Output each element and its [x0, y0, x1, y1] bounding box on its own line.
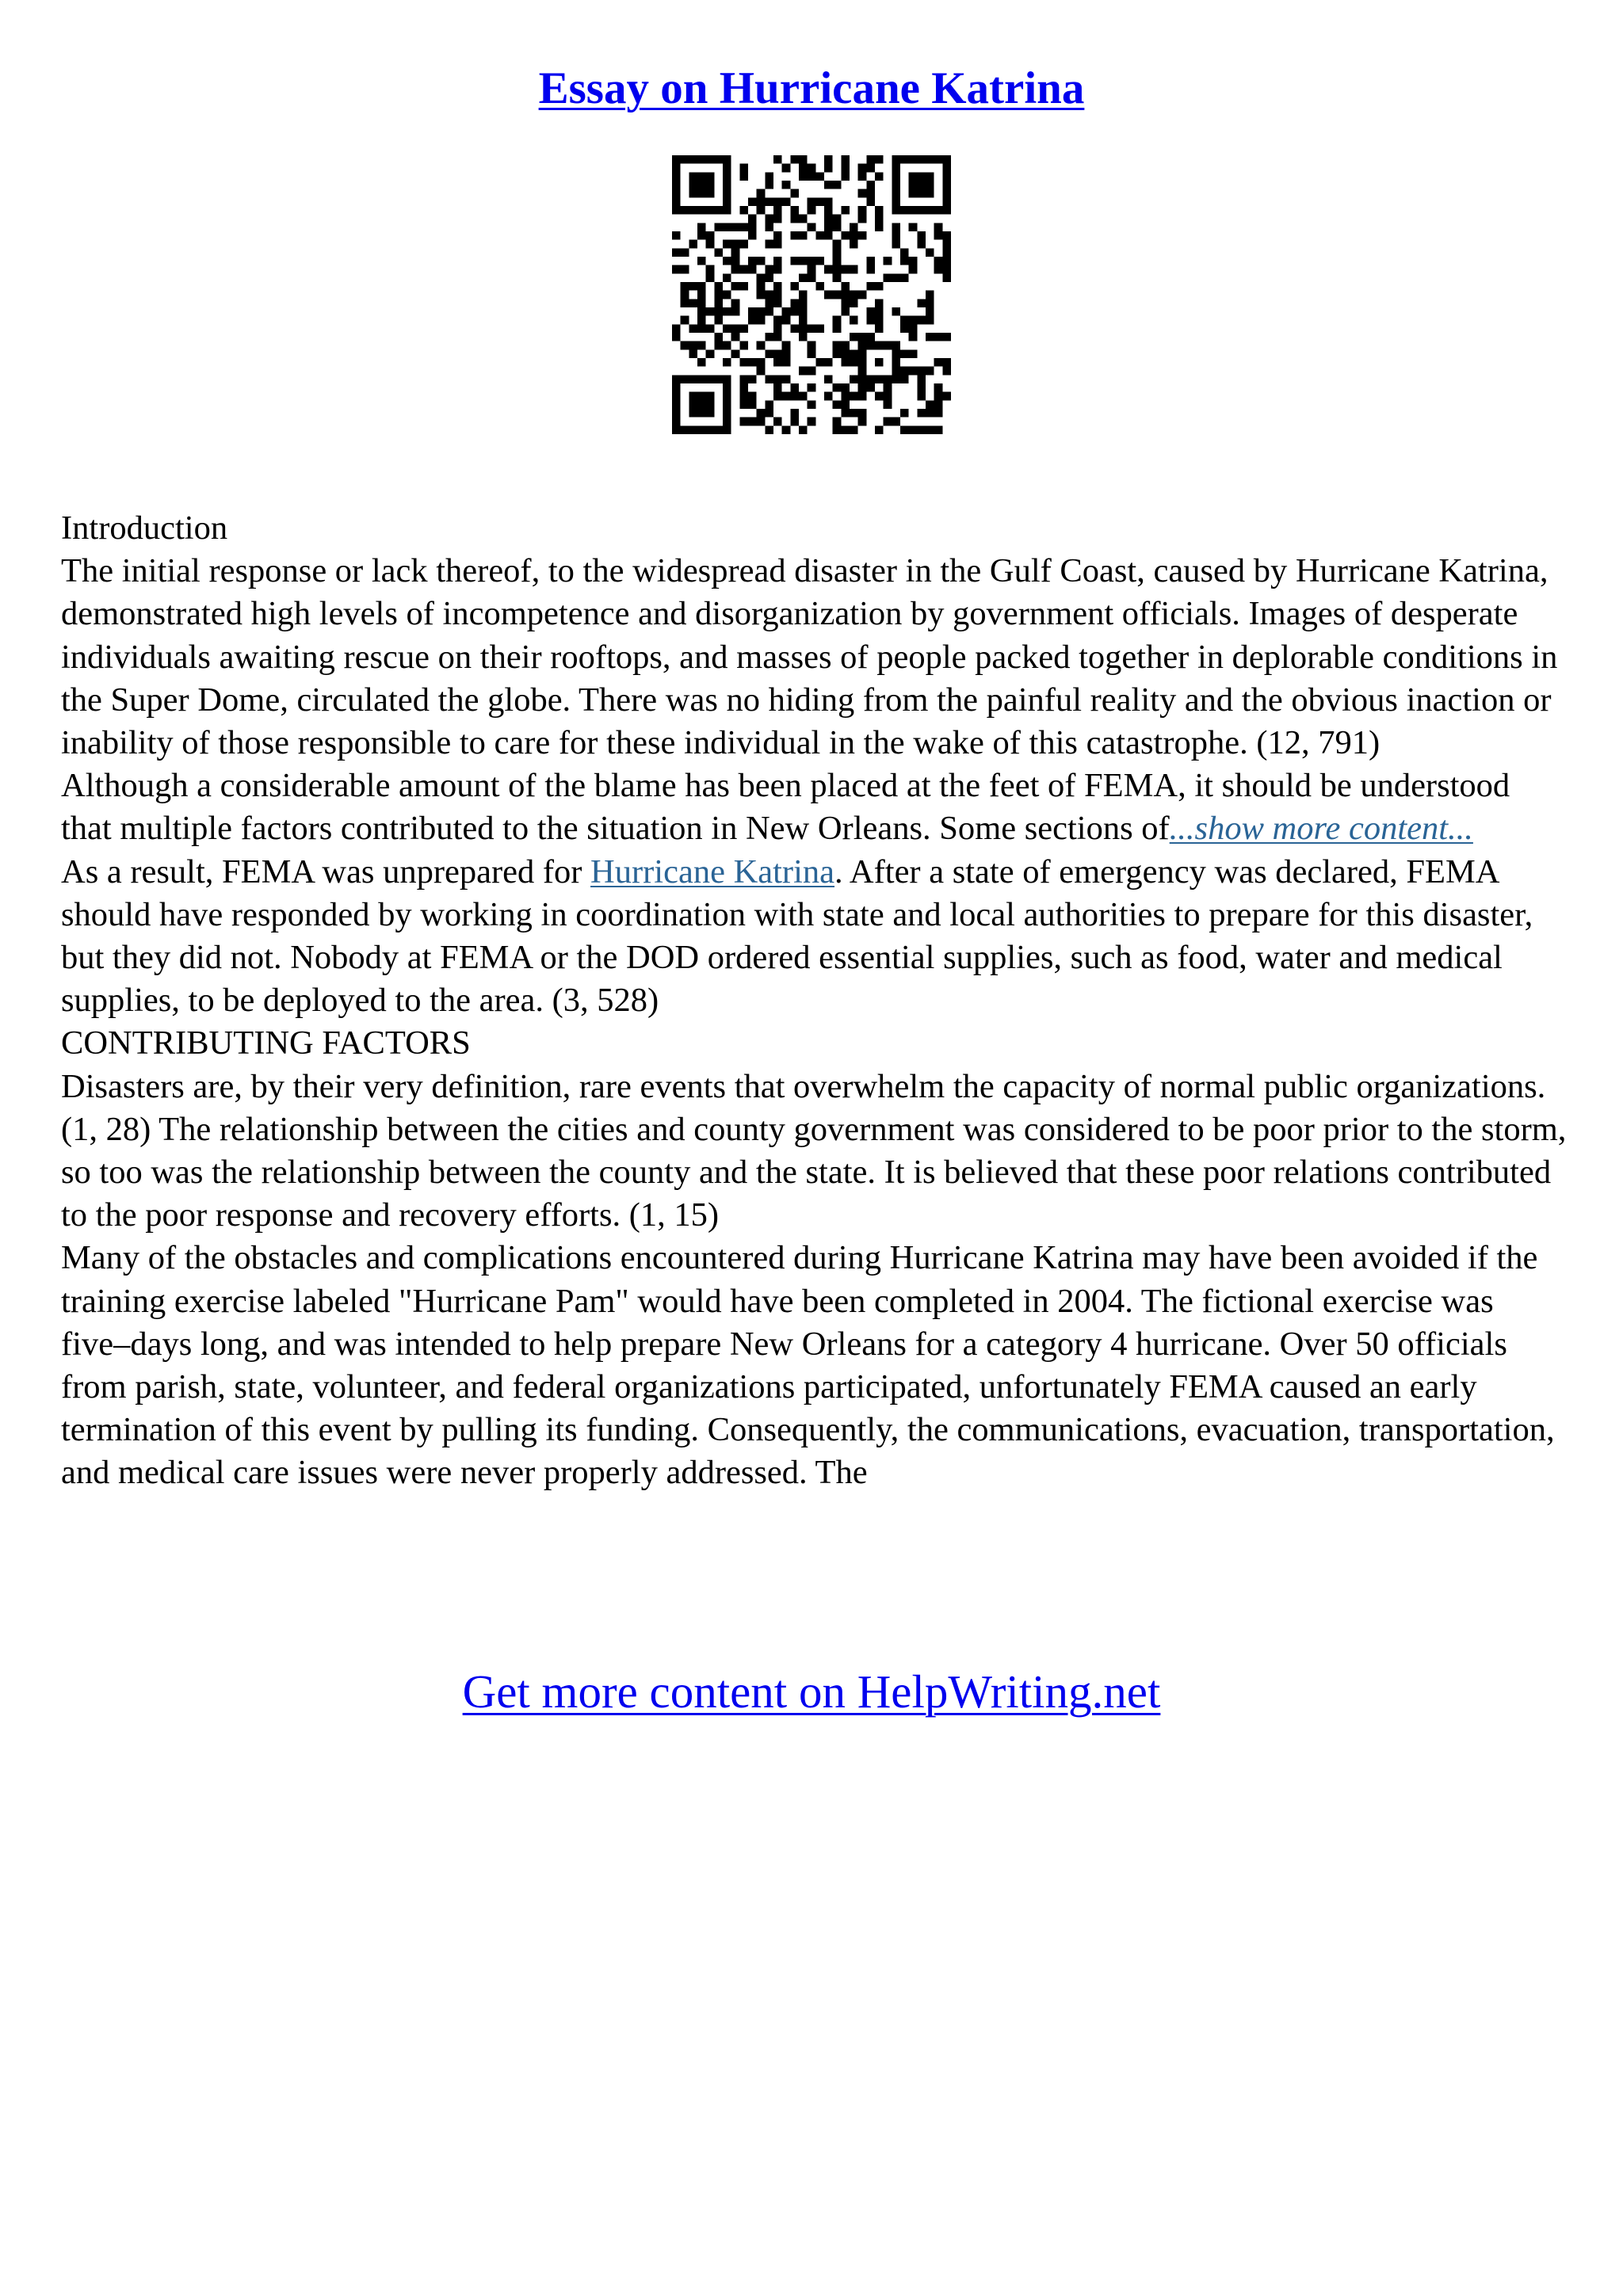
footer: [0, 1660, 1623, 1723]
intro-heading: Introduction: [61, 509, 228, 547]
title-link[interactable]: Essay on Hurricane Katrina: [538, 63, 1085, 113]
get-more-content-link[interactable]: Get more content on HelpWriting.net: [462, 1665, 1161, 1718]
paragraph-5: Many of the obstacles and complications encountered during Hurricane Katrina may have been avoided if the training exercise labeled "Hurricane Pam" would have been completed in 2004. The fictional exercise was five–days long, and was intended to help prepare New Orleans for a category 4 hurricane. Over 50 officials from parish, state, volunteer, and federal organizations participated, unfortunately FEMA caused an early termination of this event by pulling its funding. Consequently, the communications, evacuation, transportation, and medical care issues were never properly addressed. The: [61, 1239, 1555, 1492]
paragraph-1: The initial response or lack thereof, to the widespread disaster in the Gulf Coast, caused by Hurricane Katrina, demonstrated high levels of incompetence and disorganization by government officials. Images of desperate individuals awaiting rescue on their rooftops, and masses of people packed together in deplorable conditions in the Super Dome, circulated the globe. There was no hiding from the painful reality and the obvious inaction or inability of those responsible to care for these individual in the wake of this catastrophe. (12, 791): [61, 552, 1558, 762]
paragraph-3: [61, 851, 1567, 1023]
paragraph-4: Disasters are, by their very definition, rare events that overwhelm the capacity of normal public organizations. (1, 28) The relationship between the cities and county government was considered to be poor prior to the storm, so too was the relationship between the county and the state. It is believed that these poor relations contributed to the poor response and recovery efforts. (1, 15): [61, 1067, 1567, 1234]
hurricane-katrina-link[interactable]: Hurricane Katrina: [590, 852, 835, 891]
page-title: [0, 57, 1623, 120]
show-more-link[interactable]: ...show more content...: [1169, 810, 1473, 848]
paragraph-2: [61, 765, 1567, 850]
paragraph-3-text-before: As a result, FEMA was unprepared for: [61, 852, 591, 891]
section-heading: CONTRIBUTING FACTORS: [61, 1024, 471, 1062]
paragraph-3-text-after: . After a state of emergency was declared, FEMA should have responded by working in coordination with state and local authorities to prepare for this disaster, but they did not. Nobody at FEMA or the DOD ordered essential supplies, such as food, water and medical supplies, to be deployed to the area. (3, 528): [61, 852, 1533, 1020]
essay-body: [61, 507, 1567, 1495]
qr-code-image: [672, 155, 951, 434]
paragraph-2-text: Although a considerable amount of the blame has been placed at the feet of FEMA, it should be understood that multiple factors contributed to the situation in New Orleans. Some sections of: [61, 767, 1510, 848]
